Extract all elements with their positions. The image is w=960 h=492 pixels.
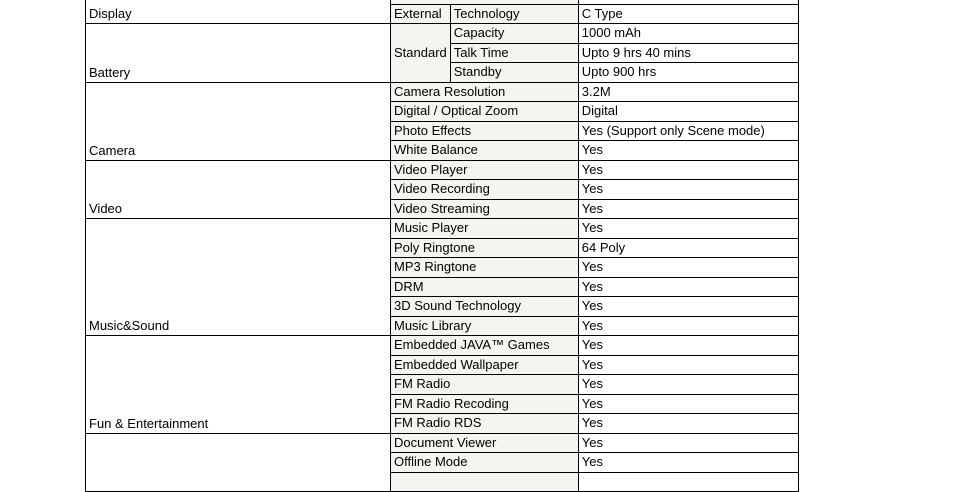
spec-value: Yes <box>578 355 798 375</box>
spec-value: Yes <box>578 258 798 278</box>
spec-value: Yes <box>578 141 798 161</box>
spec-value: Yes <box>578 180 798 200</box>
spec-item: DRM <box>391 277 579 297</box>
spec-item: Music Player <box>391 219 579 239</box>
spec-value: Yes <box>578 375 798 395</box>
category-fun-entertainment: Fun & Entertainment <box>86 336 391 434</box>
spec-item: FM Radio RDS <box>391 414 579 434</box>
spec-value: Upto 900 hrs <box>578 63 798 83</box>
spec-item: Talk Time <box>450 43 578 63</box>
spec-item: 3D Sound Technology <box>391 297 579 317</box>
category-display: Display <box>86 0 391 24</box>
spec-value: 64 Poly <box>578 238 798 258</box>
spec-value: C Type <box>578 4 798 24</box>
spec-item: Photo Effects <box>391 121 579 141</box>
table-row <box>86 24 799 44</box>
spec-item: Offline Mode <box>391 453 579 473</box>
spec-item: Technology <box>450 4 578 24</box>
spec-value: Yes <box>578 394 798 414</box>
spec-value: Yes <box>578 199 798 219</box>
spec-item: Poly Ringtone <box>391 238 579 258</box>
spec-item: Digital / Optical Zoom <box>391 102 579 122</box>
group-label: Standard <box>391 24 451 83</box>
spec-item: FM Radio <box>391 375 579 395</box>
spec-value: 1000 mAh <box>578 24 798 44</box>
spec-value: Yes (Support only Scene mode) <box>578 121 798 141</box>
spec-item: White Balance <box>391 141 579 161</box>
spec-item: Video Streaming <box>391 199 579 219</box>
category-music-sound: Music&Sound <box>86 219 391 336</box>
spec-item: MP3 Ringtone <box>391 258 579 278</box>
table-row <box>86 433 799 453</box>
table-row <box>86 336 799 356</box>
spec-item: Capacity <box>450 24 578 44</box>
spec-item: Video Recording <box>391 180 579 200</box>
spec-value: Yes <box>578 219 798 239</box>
spec-value: Yes <box>578 160 798 180</box>
table-row <box>86 82 799 102</box>
spec-item: FM Radio Recoding <box>391 394 579 414</box>
spec-item: Camera Resolution <box>391 82 579 102</box>
spec-item: Standby <box>450 63 578 83</box>
spec-item: Embedded Wallpaper <box>391 355 579 375</box>
category-cut-off <box>86 433 391 492</box>
category-battery: Battery <box>86 24 391 83</box>
spec-value: Yes <box>578 433 798 453</box>
spec-value: Yes <box>578 414 798 434</box>
spec-value: Yes <box>578 316 798 336</box>
spec-item: Music Library <box>391 316 579 336</box>
category-video: Video <box>86 160 391 219</box>
spec-item: Document Viewer <box>391 433 579 453</box>
table-row <box>86 160 799 180</box>
spec-item: Embedded JAVA™ Games <box>391 336 579 356</box>
spec-value: Yes <box>578 297 798 317</box>
spec-value: Yes <box>578 336 798 356</box>
spec-value: 3.2M <box>578 82 798 102</box>
category-camera: Camera <box>86 82 391 160</box>
group-label: External <box>391 4 451 24</box>
spec-value: Yes <box>578 277 798 297</box>
spec-value: Digital <box>578 102 798 122</box>
spec-value: Upto 9 hrs 40 mins <box>578 43 798 63</box>
spec-value: Yes <box>578 453 798 473</box>
table-row <box>86 219 799 239</box>
spec-item: Video Player <box>391 160 579 180</box>
spec-table <box>85 0 799 492</box>
